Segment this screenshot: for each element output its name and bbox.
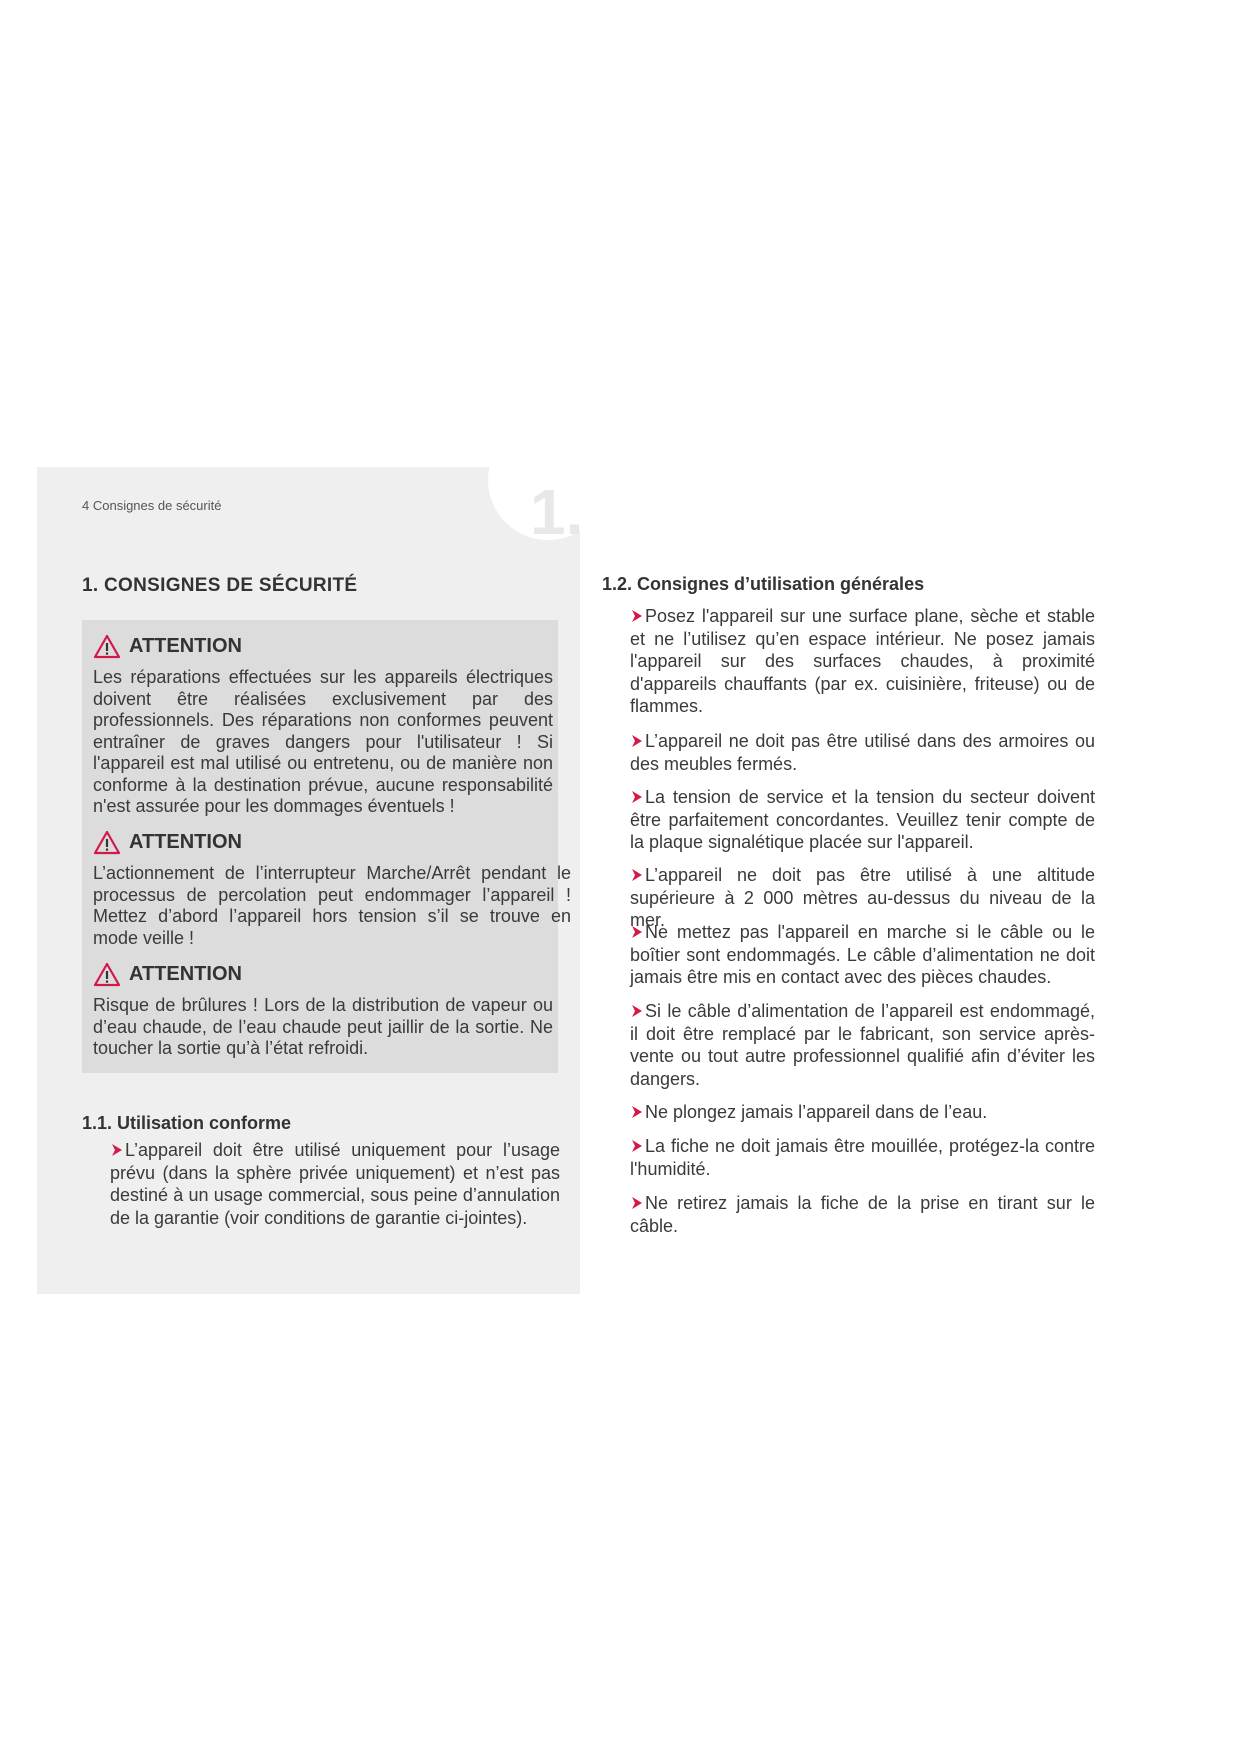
- warning-2-title: ATTENTION: [129, 831, 242, 853]
- list-item: La tension de service et la tension du secteur doivent être parfaitement concordantes. Veuillez tenir compte de la plaque signalétique placée sur l'appareil.: [630, 787, 1095, 852]
- warning-triangle-icon: [93, 962, 121, 987]
- warning-3-heading: [93, 962, 242, 987]
- list-item: L’appareil ne doit pas être utilisé dans des armoires ou des meubles fermés.: [630, 731, 1095, 774]
- chevron-right-icon: [630, 1139, 644, 1153]
- chevron-right-icon: [630, 734, 644, 748]
- warning-triangle-icon: [93, 830, 121, 855]
- warning-2-heading: [93, 830, 242, 855]
- warning-1-text: Les réparations effectuées sur les appareils électriques doivent être réalisées exclusivement par des professionnels. Des réparations non conformes peuvent entraîner de graves dangers pour l'utilisateur ! Si l'appareil est mal utilisé ou entretenu, ou de manière non conforme à la destination prévue, aucune responsabilité n'est assurée pour les dommages éventuels !: [93, 667, 553, 816]
- chevron-right-icon: [630, 1004, 644, 1018]
- section-1-title: 1. CONSIGNES DE SÉCURITÉ: [82, 575, 358, 596]
- list-item: Ne mettez pas l'appareil en marche si le câble ou le boîtier sont endommagés. Le câble d’alimentation ne doit jamais être mis en contact avec des pièces chaudes.: [630, 922, 1095, 987]
- warning-3-title: ATTENTION: [129, 963, 242, 985]
- warning-1-heading: [93, 634, 242, 659]
- chevron-right-icon: [630, 790, 644, 804]
- chevron-right-icon: [630, 925, 644, 939]
- section-1-2-title: 1.2. Consignes d’utilisation générales: [602, 574, 925, 594]
- chevron-right-icon: [630, 868, 644, 882]
- list-item: L’appareil doit être utilisé uniquement pour l’usage prévu (dans la sphère privée uniquement) et n’est pas destiné à un usage commercial, sous peine d’annulation de la garantie (voir conditions de garantie ci-jointes).: [110, 1140, 560, 1228]
- list-item: L’appareil ne doit pas être utilisé à une altitude supérieure à 2 000 mètres au-dessus du niveau de la mer.: [630, 865, 1095, 930]
- chevron-right-icon: [630, 1105, 644, 1119]
- section-1-1-title: 1.1. Utilisation conforme: [82, 1113, 292, 1133]
- warning-3-text: Risque de brûlures ! Lors de la distribution de vapeur ou d’eau chaude, de l’eau chaude peut jaillir de la sortie. Ne toucher la sortie qu’à l’état refroidi.: [93, 995, 553, 1058]
- warning-triangle-icon: [93, 634, 121, 659]
- chapter-number: 1.: [530, 476, 584, 548]
- list-item: Ne plongez jamais l’appareil dans de l’eau.: [630, 1101, 1095, 1124]
- list-item: Ne retirez jamais la fiche de la prise en tirant sur le câble.: [630, 1193, 1095, 1236]
- page-header: 4 Consignes de sécurité: [82, 498, 222, 513]
- warning-2-text: L’actionnement de l’interrupteur Marche/Arrêt pendant le processus de percolation peut endommager l’appareil ! Mettez d’abord l’appareil hors tension s’il se trouve en mode veille !: [93, 863, 571, 948]
- list-item: Si le câble d’alimentation de l’appareil est endommagé, il doit être remplacé par le fabricant, son service après-vente ou tout autre professionnel qualifié afin d’éviter les dangers.: [630, 1001, 1095, 1089]
- warning-1-title: ATTENTION: [129, 635, 242, 657]
- list-item: La fiche ne doit jamais être mouillée, protégez-la contre l'humidité.: [630, 1136, 1095, 1179]
- chevron-right-icon: [630, 609, 644, 623]
- chevron-right-icon: [110, 1143, 124, 1157]
- chevron-right-icon: [630, 1196, 644, 1210]
- list-item: Posez l'appareil sur une surface plane, sèche et stable et ne l’utilisez qu’en espace intérieur. Ne posez jamais l'appareil sur des surfaces chaudes, à proximité d'appareils chauffants (par ex. cuisinière, friteuse) ou de flammes.: [630, 606, 1095, 716]
